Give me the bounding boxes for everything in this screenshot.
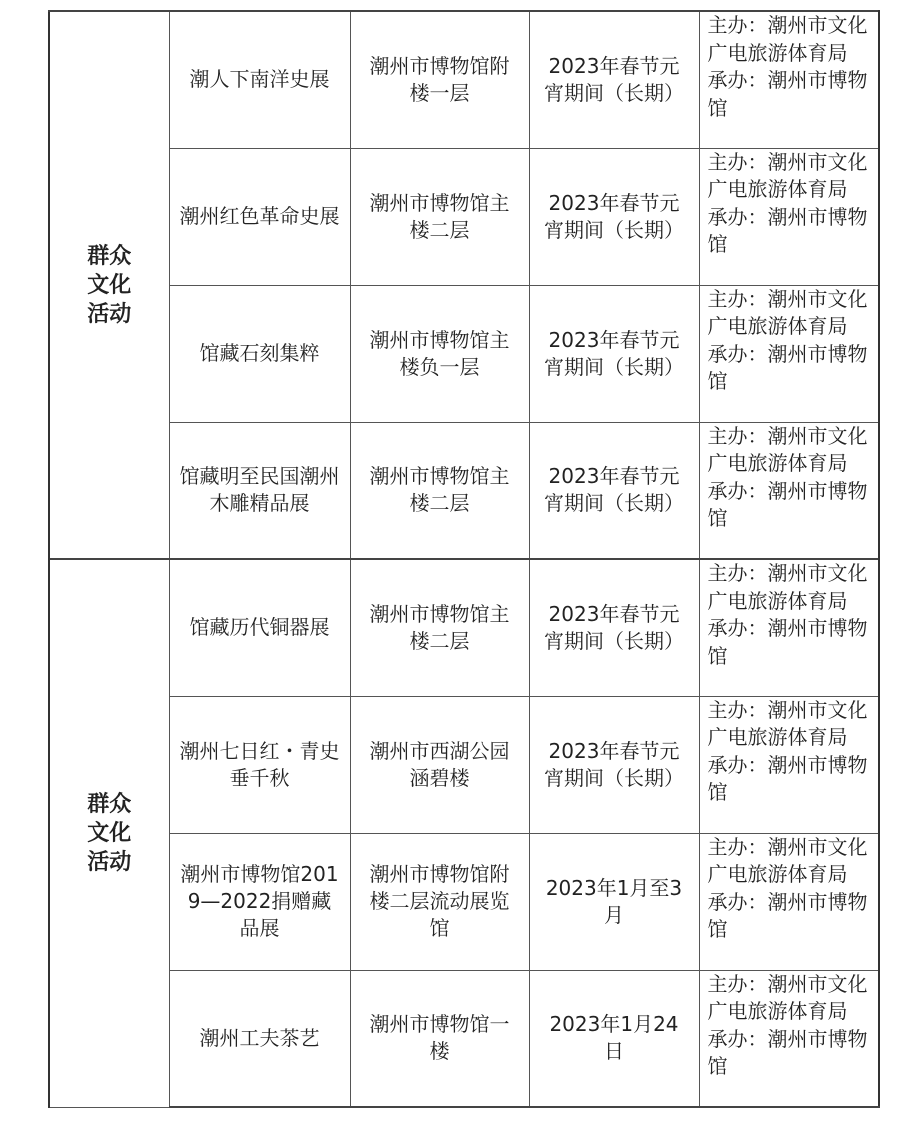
category-label: 群众 文化 活动 <box>87 791 132 875</box>
location: 潮州市博物馆主楼二层 <box>369 190 510 242</box>
table-row <box>49 833 879 970</box>
time: 2023年春节元宵期间（长期） <box>544 53 684 105</box>
table-row <box>49 285 879 422</box>
exhibition-name: 潮人下南洋史展 <box>189 67 330 92</box>
exhibition-name: 潮州红色革命史展 <box>179 204 340 228</box>
time: 2023年春节元宵期间（长期） <box>544 601 684 653</box>
time-cell <box>529 970 699 1107</box>
exhibition-name-cell <box>169 285 350 422</box>
category-label: 群众 文化 活动 <box>87 243 132 327</box>
category-cell <box>49 559 169 1107</box>
event-table <box>48 10 880 1108</box>
organizer: 主办：潮州市文化广电旅游体育局 承办：潮州市博物馆 <box>707 286 868 393</box>
organizer: 主办：潮州市文化广电旅游体育局 承办：潮州市博物馆 <box>707 423 868 530</box>
location: 潮州市博物馆一楼 <box>369 1012 510 1064</box>
time: 2023年春节元宵期间（长期） <box>544 738 684 790</box>
location: 潮州市博物馆附楼二层流动展览馆 <box>369 862 510 940</box>
exhibition-name-cell <box>169 559 350 696</box>
exhibition-name: 潮州工夫茶艺 <box>199 1025 320 1050</box>
location: 潮州市博物馆主楼二层 <box>369 601 510 653</box>
location: 潮州市博物馆附楼一层 <box>369 53 510 105</box>
exhibition-name: 馆藏石刻集粹 <box>199 341 320 365</box>
location-cell <box>350 833 529 970</box>
exhibition-name: 馆藏历代铜器展 <box>189 615 330 640</box>
exhibition-name-cell <box>169 148 350 285</box>
time: 2023年春节元宵期间（长期） <box>544 464 684 516</box>
location: 潮州市博物馆主楼二层 <box>369 464 510 516</box>
location-cell <box>350 148 529 285</box>
location: 潮州市博物馆主楼负一层 <box>369 327 510 379</box>
time-cell <box>529 422 699 559</box>
organizer-cell <box>699 833 879 970</box>
location-cell <box>350 696 529 833</box>
organizer-cell <box>699 970 879 1107</box>
time: 2023年1月至3月 <box>545 875 683 927</box>
table-row <box>49 696 879 833</box>
time-cell <box>529 559 699 696</box>
time: 2023年1月24日 <box>549 1012 679 1064</box>
time-cell <box>529 696 699 833</box>
time-cell <box>529 148 699 285</box>
exhibition-name: 潮州市博物馆2019—2022捐赠藏品展 <box>180 862 339 940</box>
location-cell <box>350 559 529 696</box>
table-row <box>49 11 879 148</box>
time-cell <box>529 285 699 422</box>
organizer-cell <box>699 285 879 422</box>
time: 2023年春节元宵期间（长期） <box>544 327 684 379</box>
exhibition-name-cell <box>169 970 350 1107</box>
exhibition-name: 潮州七日红・青史垂千秋 <box>179 738 340 790</box>
organizer: 主办：潮州市文化广电旅游体育局 承办：潮州市博物馆 <box>707 971 868 1078</box>
time-cell <box>529 11 699 148</box>
exhibition-name: 馆藏明至民国潮州木雕精品展 <box>179 464 340 516</box>
exhibition-name-cell <box>169 696 350 833</box>
organizer-cell <box>699 696 879 833</box>
table-row <box>49 148 879 285</box>
table-row <box>49 422 879 559</box>
table-row <box>49 970 879 1107</box>
location: 潮州市西湖公园涵碧楼 <box>369 738 510 790</box>
time-cell <box>529 833 699 970</box>
exhibition-name-cell <box>169 422 350 559</box>
exhibition-name-cell <box>169 833 350 970</box>
organizer: 主办：潮州市文化广电旅游体育局 承办：潮州市博物馆 <box>707 697 868 804</box>
exhibition-name-cell <box>169 11 350 148</box>
organizer: 主办：潮州市文化广电旅游体育局 承办：潮州市博物馆 <box>707 149 868 256</box>
category-cell <box>49 11 169 559</box>
organizer-cell <box>699 148 879 285</box>
organizer: 主办：潮州市文化广电旅游体育局 承办：潮州市博物馆 <box>707 561 868 668</box>
table-row <box>49 559 879 696</box>
organizer-cell <box>699 559 879 696</box>
organizer-cell <box>699 11 879 148</box>
time: 2023年春节元宵期间（长期） <box>544 190 684 242</box>
location-cell <box>350 970 529 1107</box>
organizer: 主办：潮州市文化广电旅游体育局 承办：潮州市博物馆 <box>707 834 868 941</box>
location-cell <box>350 422 529 559</box>
organizer: 主办：潮州市文化广电旅游体育局 承办：潮州市博物馆 <box>707 13 868 120</box>
location-cell <box>350 285 529 422</box>
organizer-cell <box>699 422 879 559</box>
location-cell <box>350 11 529 148</box>
